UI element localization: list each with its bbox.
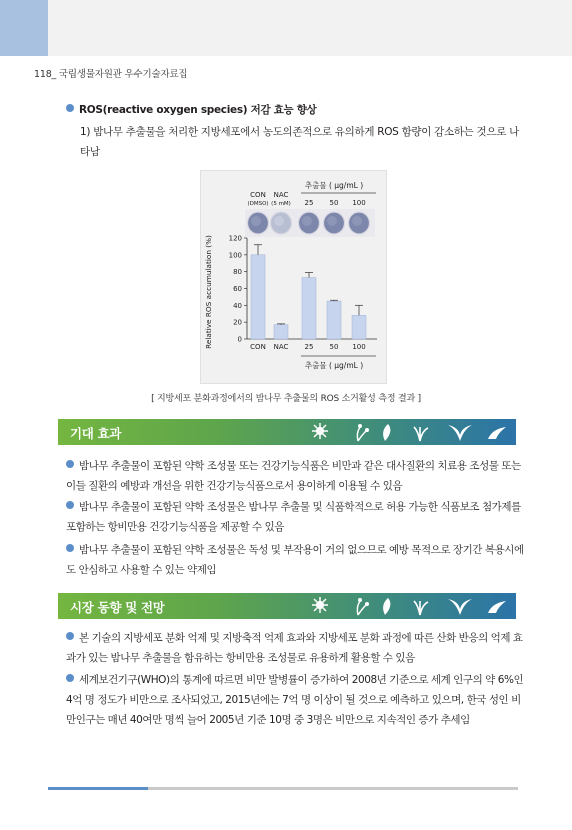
effect-text: 밤나무 추출물이 포함된 약학 조성물은 밤나무 추출물 및 식품학적으로 허용 가능한 식품보조 첨가제를 포함하는 항비만용 건강기능식품을 제공할 수 있음 xyxy=(66,501,521,533)
banner-market-outlook xyxy=(58,593,516,619)
well-image-highlight xyxy=(274,216,284,226)
y-tick-label: 120 xyxy=(228,234,242,243)
page-header: 118_ 국립생물자원관 우수기술자료집 xyxy=(34,69,188,80)
well-images xyxy=(245,209,375,237)
x-tick-label: 25 xyxy=(304,343,314,351)
top-band xyxy=(0,0,572,56)
bullet-icon xyxy=(66,674,74,682)
y-tick-label: 0 xyxy=(237,335,242,344)
bar xyxy=(274,325,288,339)
banner-title: 시장 동향 및 전망 xyxy=(70,600,165,615)
effect-item-2 xyxy=(66,497,526,537)
section-heading xyxy=(66,102,316,117)
ros-bar-chart xyxy=(201,171,386,383)
chart-bars xyxy=(251,245,366,339)
well-image-highlight xyxy=(251,216,261,226)
market-item-2 xyxy=(66,670,526,730)
bar xyxy=(327,301,341,339)
bar xyxy=(302,278,316,339)
figure-caption: [ 지방세포 분화과정에서의 밤나무 추출물의 ROS 소거활성 측정 결과 ] xyxy=(151,394,421,404)
effect-text: 밤나무 추출물이 포함된 약학 조성물 또는 건강기능식품은 비만과 같은 대사질환의 치료용 조성물 또는 이들 질환의 예방과 개선을 위한 건강기능식품으로서 용이하게 이용될 수 있음 xyxy=(66,460,521,492)
top-extract-label: 추출물 ( μg/mL ) xyxy=(304,181,364,190)
y-tick-label: 80 xyxy=(233,268,242,277)
x-tick-label: NAC xyxy=(273,343,289,351)
figure-panel xyxy=(200,170,387,384)
bar xyxy=(251,255,265,339)
well-image-highlight xyxy=(302,216,312,226)
nac-sub-label: (5 mM) xyxy=(271,201,291,207)
y-tick-label: 40 xyxy=(233,301,242,310)
top-band-accent xyxy=(0,0,48,56)
effect-item-1 xyxy=(66,456,526,496)
y-tick-label: 60 xyxy=(233,285,242,293)
banner-expected-effect xyxy=(58,419,516,445)
x-tick-label: 50 xyxy=(329,343,339,351)
nac-head-label: NAC xyxy=(273,191,289,199)
bullet-icon xyxy=(66,544,74,552)
well-image-highlight xyxy=(352,216,362,226)
bullet-icon xyxy=(66,632,74,640)
effect-item-3 xyxy=(66,540,526,580)
x-tick-label: 100 xyxy=(352,343,366,351)
nature-decoration-icon xyxy=(310,595,510,617)
bullet-icon xyxy=(66,501,74,509)
x-axis-label: 추출물 ( μg/mL ) xyxy=(304,361,364,370)
bullet-icon xyxy=(66,460,74,468)
dose-head-25: 25 xyxy=(304,199,314,207)
y-axis-label: Relative ROS accumulation (%) xyxy=(204,235,213,349)
well-image-highlight xyxy=(327,216,337,226)
section-subtext: 1) 밤나무 추출물을 처리한 지방세포에서 농도의존적으로 유의하게 ROS 함량이 감소하는 것으로 나타남 xyxy=(80,126,519,158)
market-text: 세계보건기구(WHO)의 통계에 따르면 비만 발병률이 증가하여 2008년 기준으로 세계 인구의 약 6%인 4억 명 정도가 비만으로 조사되었고, 2015년에는 7억 명 이상이 될 것으로 예측하고 있으며, 한국 성인 비만인구는 매년 40여만 명씩 늘어 2005년 기준 10명 중 3명은 비만으로 지속적인 증가 추세임 xyxy=(66,674,524,726)
x-tick-label: CON xyxy=(250,343,266,351)
con-head-label: CON xyxy=(250,191,266,199)
banner-title: 기대 효과 xyxy=(70,426,122,441)
y-tick-label: 100 xyxy=(228,251,242,260)
effect-text: 밤나무 추출물이 포함된 약학 조성물은 독성 및 부작용이 거의 없으므로 예방 목적으로 장기간 복용시에도 안심하고 사용할 수 있는 약제임 xyxy=(66,544,524,576)
section-heading-text: ROS(reactive oxygen species) 저감 효능 향상 xyxy=(79,104,317,116)
dose-head-50: 50 xyxy=(329,199,339,207)
chart-x-ticks xyxy=(250,343,366,351)
market-item-1 xyxy=(66,628,526,668)
nature-decoration-icon xyxy=(310,421,510,443)
bullet-icon xyxy=(66,104,74,112)
bar xyxy=(352,315,366,339)
footer-rule xyxy=(48,787,518,790)
footer-rule-accent xyxy=(48,787,148,790)
con-sub-label: (DMSO) xyxy=(247,201,269,207)
y-tick-label: 20 xyxy=(233,318,242,327)
dose-head-100: 100 xyxy=(352,199,366,207)
market-text: 본 기술의 지방세포 분화 억제 및 지방축적 억제 효과와 지방세포 분화 과정에 따른 산화 반응의 억제 효과가 있는 밤나무 추출물을 함유하는 항비만용 조성물로 유용하게 활용할 수 있음 xyxy=(66,632,523,664)
